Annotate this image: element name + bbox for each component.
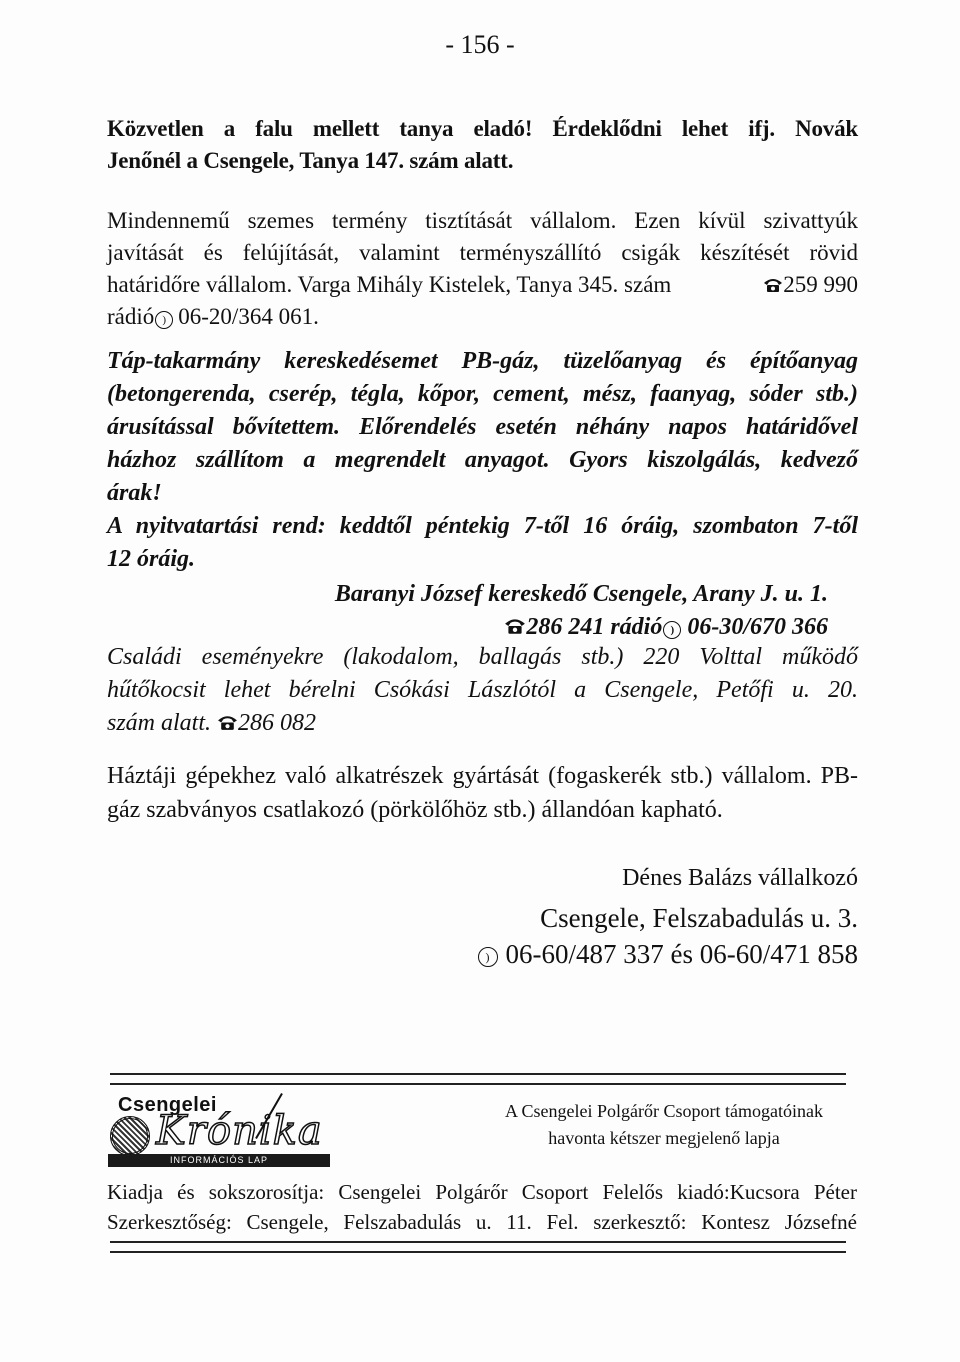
mobile-radio-icon: ): [155, 311, 173, 329]
footer-imprint: [107, 1177, 857, 1237]
ad-grain-line-3: [107, 269, 858, 301]
ad-feed-line-7: 12 óráig.: [107, 546, 196, 572]
ad-feed-phone: 286 241: [526, 614, 605, 640]
footer-tagline-line-2: havonta kétszer megjelenő lapja: [548, 1128, 780, 1148]
ad-grain-cleaning: [107, 205, 858, 333]
ad-feed-store: [107, 345, 858, 644]
ad-feed-line-3: árusítással bővítettem. Előrendelés esetén néhány napos határidővel: [107, 414, 858, 440]
ad-grain-line-1: Mindennemű szemes termény tisztítását vállalom. Ezen kívül szivattyúk: [107, 208, 858, 233]
ad-van-line-1: Családi eseményekre (lakodalom, ballagás stb.) 220 Volttal működő: [107, 644, 858, 670]
ad-grain-phone-number: 259 990: [783, 272, 858, 297]
mobile-radio-icon: ): [478, 947, 498, 967]
divider-bottom: [110, 1241, 846, 1253]
ad-parts-phones-text: 06-60/487 337 és 06-60/471 858: [505, 939, 858, 969]
page-number: - 156 -: [445, 30, 515, 59]
ad-feed-line-2: (betongerenda, cserép, tégla, kőpor, cement, mész, faanyag, sóder stb.): [107, 381, 858, 407]
ad-feed-line-5: árak!: [107, 480, 162, 506]
telephone-icon: [217, 714, 238, 731]
ad-parts-signature-phones: [107, 936, 858, 972]
footer-editorial: Szerkesztőség: Csengele, Felszabadulás u. 11. Fel. szerkesztő: Kontesz Józsefné: [107, 1210, 857, 1234]
footer-tagline-line-1: A Csengelei Polgárőr Csoport támogatóinak: [505, 1101, 823, 1121]
ad-grain-mobile-number: 06-20/364 061.: [178, 304, 319, 329]
ad-grain-radio-label: rádió: [107, 304, 155, 329]
telephone-icon: [504, 617, 526, 635]
footer-tagline: [470, 1098, 858, 1152]
ad-van-phone: 286 082: [238, 710, 317, 736]
logo-bottom-text: INFORMÁCIÓS LAP: [169, 1155, 268, 1165]
divider-top: [110, 1073, 846, 1085]
ad-feed-line-6: A nyitvatartási rend: keddtől péntekig 7-től 16 óráig, szombaton 7-től: [107, 513, 858, 539]
ad-feed-line-4: házhoz szállítom a megrendelt anyagot. Gyors kiszolgálás, kedvező: [107, 447, 858, 473]
ad-feed-radio-label: rádió: [610, 614, 663, 640]
ad-grain-phone: [763, 269, 858, 301]
footer-publisher: Kiadja és sokszorosítja: Csengelei Polgárőr Csoport Felelős kiadó:Kucsora Péter: [107, 1180, 857, 1204]
ad-van-line-2: hűtőkocsit lehet bérelni Csókási Lászlótól a Csengele, Petőfi u. 20.: [107, 677, 858, 703]
ad-van-line-3: [107, 707, 858, 740]
ad-farm-sale-line-2: Jenőnél a Csengele, Tanya 147. szám alatt.: [107, 148, 514, 173]
ad-machine-parts: [107, 759, 858, 972]
ad-grain-line-2: javítását és felújítását, valamint terményszállító csigák készítését rövid: [107, 240, 858, 265]
ad-parts-signature-name: Dénes Balázs vállalkozó: [622, 865, 858, 891]
logo-bottom-band: [108, 1154, 330, 1167]
ad-parts-signature-address: Csengele, Felszabadulás u. 3.: [540, 903, 858, 933]
ad-feed-contact: [107, 611, 858, 644]
ad-feed-line-1: Táp-takarmány kereskedésemet PB-gáz, tüzelőanyag és építőanyag: [107, 348, 858, 374]
ad-feed-signature: Baranyi József kereskedő Csengele, Arany J. u. 1.: [334, 581, 828, 607]
ad-farm-sale: [107, 113, 858, 177]
logo-emblem: [110, 1116, 150, 1156]
ad-parts-line-1: Háztáji gépekhez való alkatrészek gyártását (fogaskerék stb.) vállalom. PB-: [107, 763, 858, 789]
ad-farm-sale-line-1: Közvetlen a falu mellett tanya eladó! Érdeklődni lehet ifj. Novák: [107, 116, 858, 141]
ad-feed-mobile: 06-30/670 366: [687, 614, 828, 640]
logo-top-text: Csengelei: [118, 1094, 217, 1116]
mobile-radio-icon: ): [663, 621, 681, 639]
telephone-icon: [763, 277, 783, 293]
ad-van-line-3-text: szám alatt.: [107, 710, 212, 736]
ad-refrigerated-van: [107, 641, 858, 740]
ad-parts-line-2: gáz szabványos csatlakozó (pörkölőhöz stb.) állandóan kapható.: [107, 797, 723, 823]
krónika-logo: [108, 1094, 330, 1168]
logo-script-text: Krónika: [156, 1108, 323, 1154]
ad-grain-line-3-text: határidőre vállalom. Varga Mihály Kistelek, Tanya 345. szám: [107, 272, 672, 297]
ad-grain-line-4: [107, 301, 858, 333]
